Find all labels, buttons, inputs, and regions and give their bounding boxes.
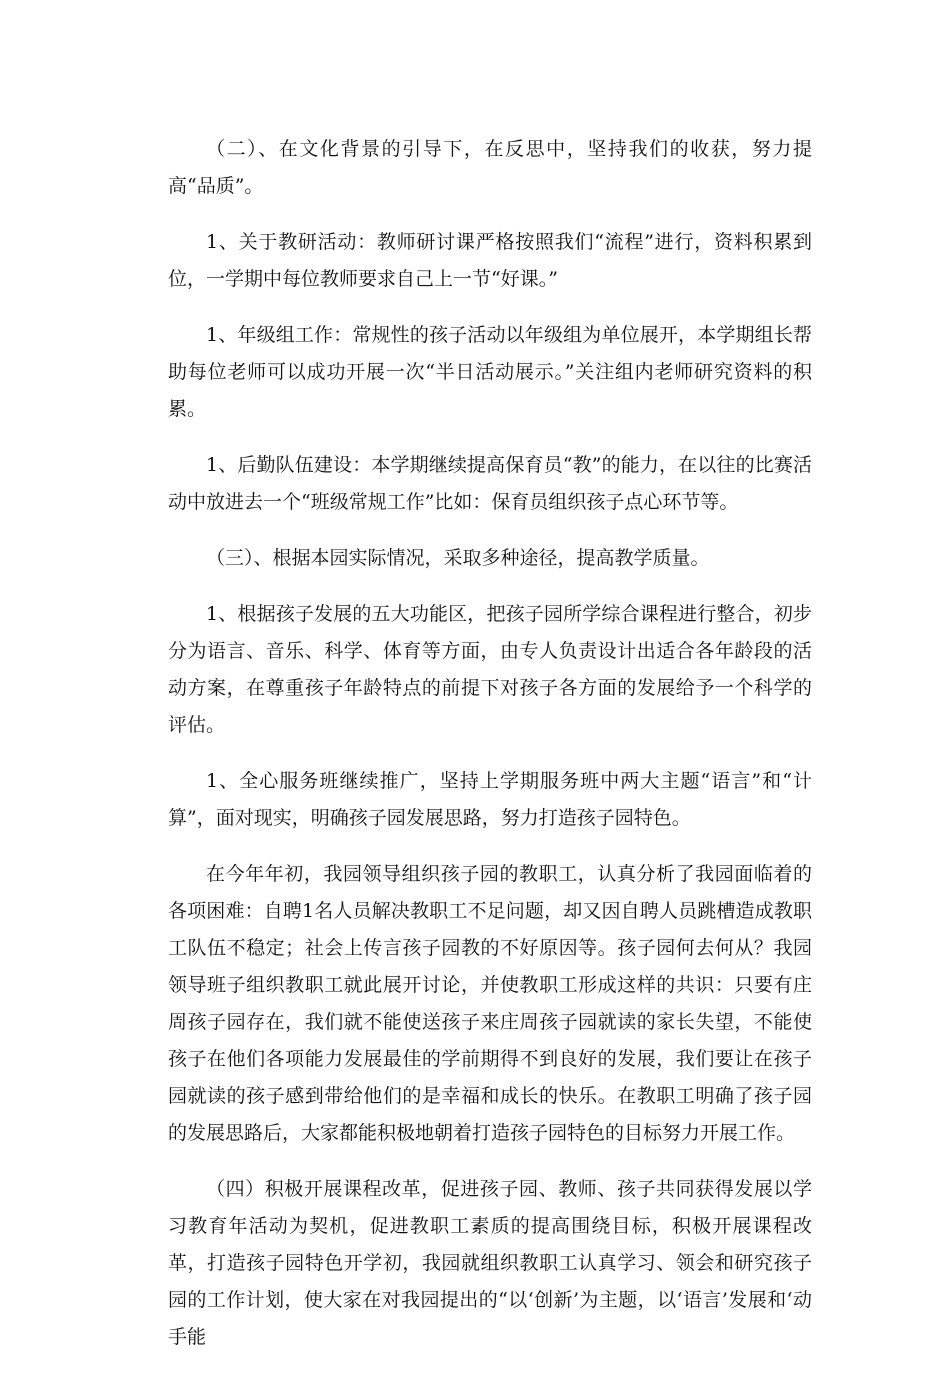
- section-heading-two: （二）、在文化背景的引导下，在反思中，坚持我们的收获，努力提高“品质”。: [168, 138, 812, 197]
- paragraph-grade-group: 1、年级组工作：常规性的孩子活动以年级组为单位展开，本学期组长帮助每位老师可以成功开展一次“半日活动展示。”关注组内老师研究资料的积累。: [168, 324, 812, 420]
- section-heading-four: （四）积极开展课程改革，促进孩子园、教师、孩子共同获得发展以学习教育年活动为契机，促进教职工素质的提高围绕目标，积极开展课程改革，打造孩子园特色开学初，我园就组织教职工认真学习、领会和研究孩子园的工作计划，使大家在对我园提出的“以‘创新’为主题，以‘语言’发展和‘动手能: [168, 1178, 812, 1348]
- paragraph-service-class: 1、全心服务班继续推广，坚持上学期服务班中两大主题“语言”和“计算”，面对现实，明确孩子园发展思路，努力打造孩子园特色。: [168, 770, 812, 829]
- paragraph-logistics-team: 1、后勤队伍建设：本学期继续提高保育员“教”的能力，在以往的比赛活动中放进去一个“班级常规工作”比如：保育员组织孩子点心环节等。: [168, 454, 812, 513]
- paragraph-teaching-research: 1、关于教研活动：教师研讨课严格按照我们“流程”进行，资料积累到位，一学期中每位教师要求自己上一节“好课。”: [168, 231, 812, 290]
- document-body: [168, 131, 812, 1375]
- section-heading-three: （三）、根据本园实际情况，采取多种途径，提高教学质量。: [206, 547, 710, 569]
- paragraph-function-areas: 1、根据孩子发展的五大功能区，把孩子园所学综合课程进行整合，初步分为语言、音乐、科学、体育等方面，由专人负责设计出适合各年龄段的活动方案，在尊重孩子年龄特点的前提下对孩子各方面的发展给予一个科学的评估。: [168, 603, 812, 736]
- paragraph-year-start: 在今年年初，我园领导组织孩子园的教职工，认真分析了我园面临着的各项困难：自聘1名人员解决教职工不足问题，却又因自聘人员跳槽造成教职工队伍不稳定；社会上传言孩子园教的不好原因等。孩子园何去何从？我园领导班子组织教职工就此展开讨论，并使教职工形成这样的共识：只要有庄周孩子园存在，我们就不能使送孩子来庄周孩子园就读的家长失望，不能使孩子在他们各项能力发展最佳的学前期得不到良好的发展，我们要让在孩子园就读的孩子感到带给他们的是幸福和成长的快乐。在教职工明确了孩子园的发展思路后，大家都能积极地朝着打造孩子园特色的目标努力开展工作。: [168, 863, 812, 1144]
